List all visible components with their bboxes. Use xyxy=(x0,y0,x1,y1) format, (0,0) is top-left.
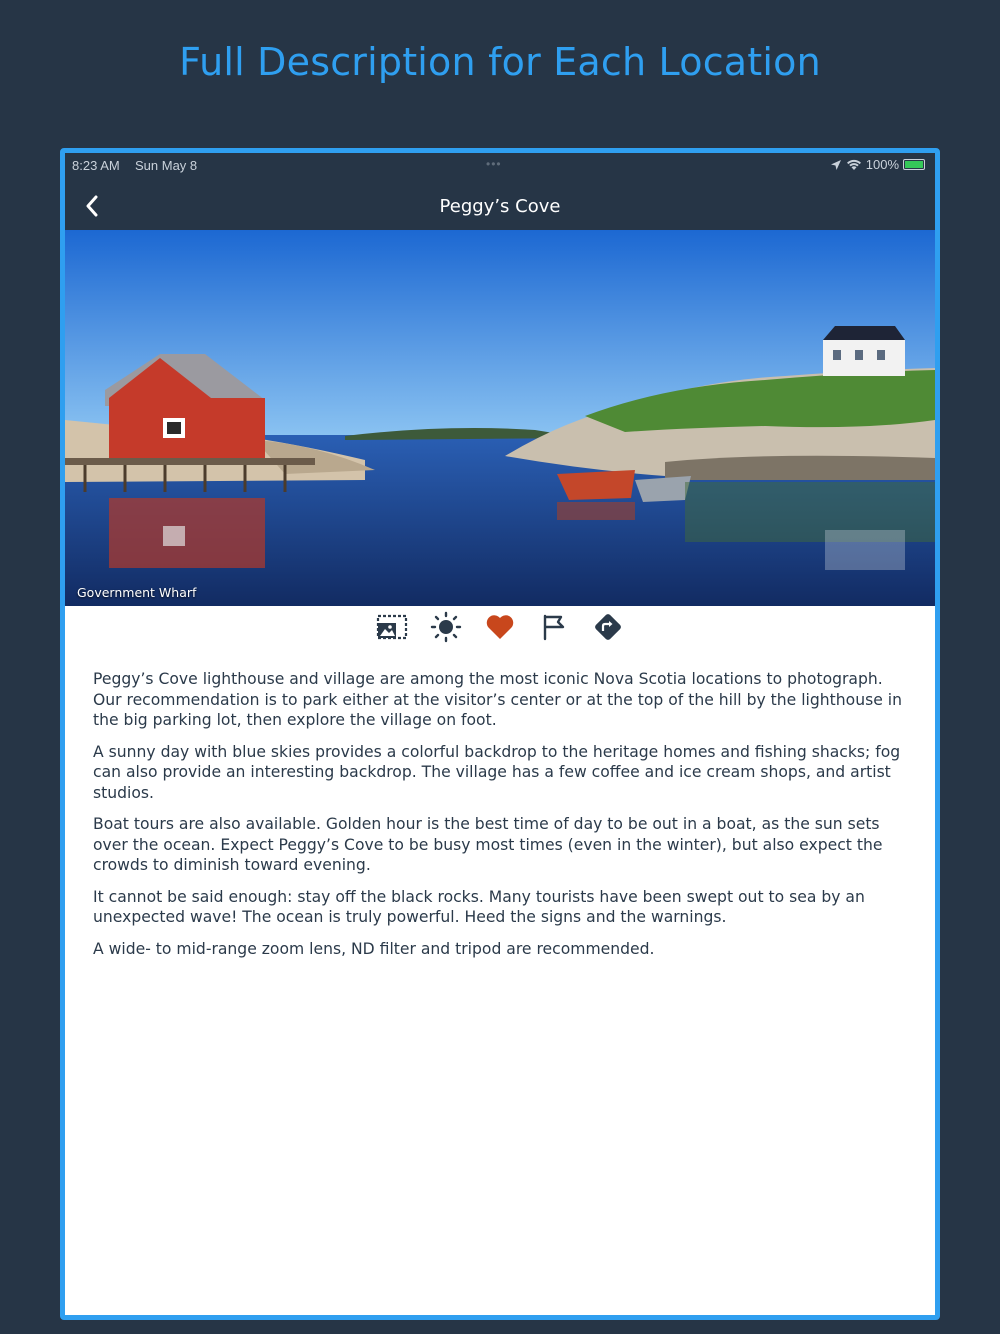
directions-icon xyxy=(593,612,623,642)
status-time: 8:23 AM xyxy=(72,158,120,173)
status-bar xyxy=(65,153,935,181)
nav-title: Peggy’s Cove xyxy=(439,196,561,217)
flag-icon xyxy=(541,613,567,641)
device-frame xyxy=(60,148,940,1320)
location-description xyxy=(93,669,913,970)
status-right xyxy=(830,157,925,172)
weather-button[interactable] xyxy=(430,611,462,643)
multitasking-dots-icon: ••• xyxy=(486,157,502,171)
description-paragraph: A sunny day with blue skies provides a colorful backdrop to the heritage homes and fishing shacks; fog can also provide an interesting backdrop. The village has a few coffee and ice cream shops, and artist studios. xyxy=(93,742,901,802)
heart-icon xyxy=(485,613,515,641)
wifi-icon xyxy=(846,159,862,171)
photo-scene xyxy=(65,230,935,606)
description-paragraph: Boat tours are also available. Golden hour is the best time of day to be out in a boat, as the sun sets over the ocean. Expect Peggy’s Cove to be busy most times (even in the winter), but also expect the crowds to diminish toward evening. xyxy=(93,815,883,874)
favorite-button[interactable] xyxy=(484,611,516,643)
battery-icon xyxy=(903,159,925,170)
flag-button[interactable] xyxy=(538,611,570,643)
sun-icon xyxy=(430,611,462,643)
action-toolbar xyxy=(65,611,935,649)
status-date: Sun May 8 xyxy=(135,158,198,173)
location-arrow-icon xyxy=(830,159,842,171)
description-paragraph: Peggy’s Cove lighthouse and village are among the most iconic Nova Scotia locations to photograph. Our recommendation is to park either at the visitor’s center or at the top of the hill by the lighthouse in the big parking lot, then explore the village on foot. xyxy=(93,670,902,729)
gallery-button[interactable] xyxy=(376,611,408,643)
photo-caption: Government Wharf xyxy=(77,585,197,600)
gallery-icon xyxy=(376,613,408,641)
battery-percent: 100% xyxy=(865,157,899,172)
promo-heading: Full Description for Each Location xyxy=(179,40,821,84)
description-paragraph: It cannot be said enough: stay off the black rocks. Many tourists have been swept out to sea by an unexpected wave! The ocean is truly powerful. Heed the signs and the warnings. xyxy=(93,887,865,926)
description-paragraph: A wide- to mid-range zoom lens, ND filter and tripod are recommended. xyxy=(93,939,655,958)
directions-button[interactable] xyxy=(592,611,624,643)
location-photo xyxy=(65,230,935,606)
navigation-bar xyxy=(65,181,935,230)
